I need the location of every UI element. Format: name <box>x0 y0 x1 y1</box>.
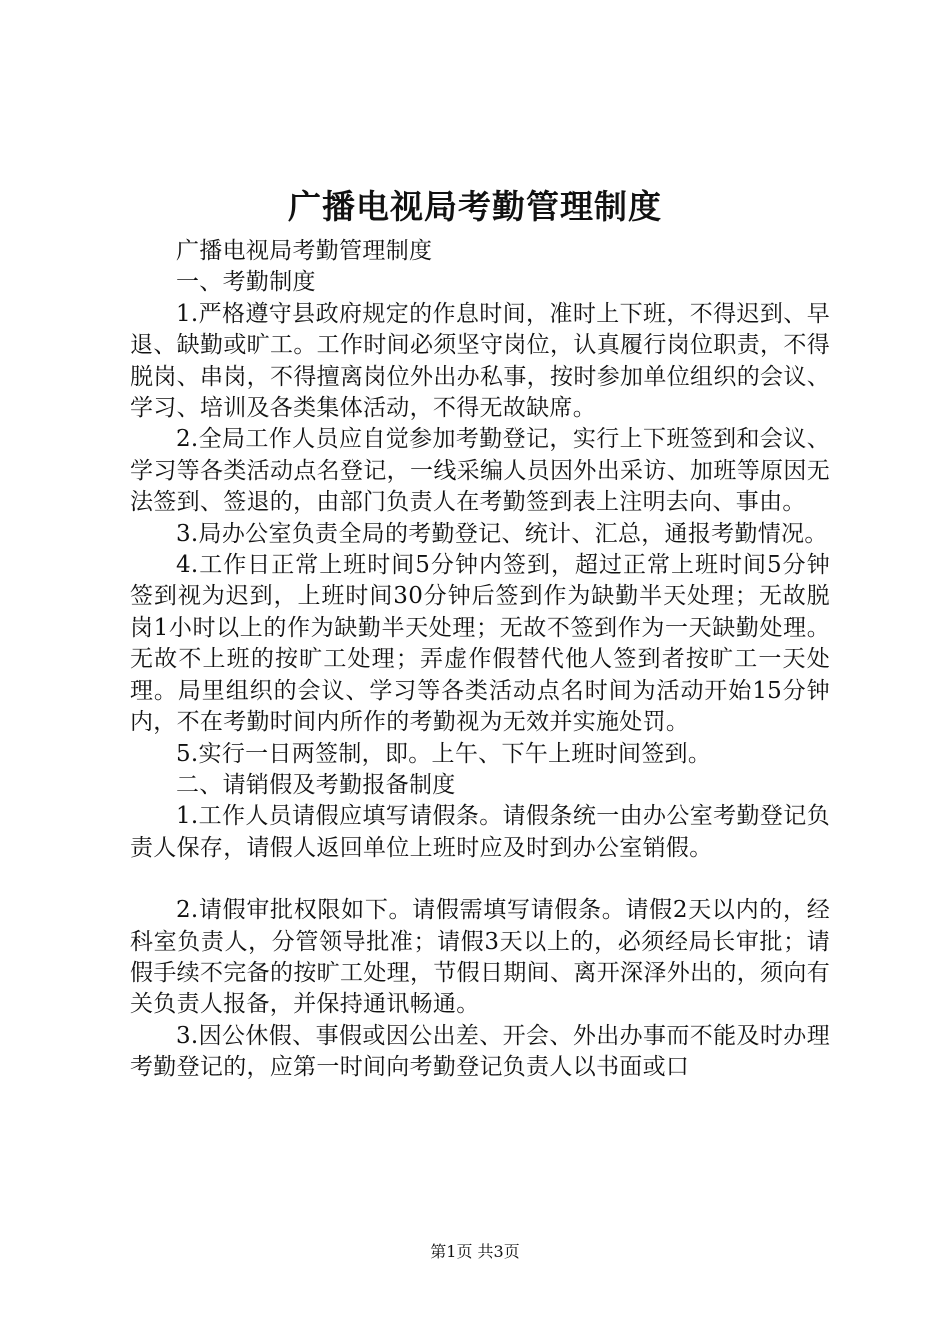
paragraph-attendance-3: 3.局办公室负责全局的考勤登记、统计、汇总，通报考勤情况。 <box>176 520 828 547</box>
paragraph-attendance-1: 1.严格遵守县政府规定的作息时间，准时上下班，不得迟到、早退、缺勤或旷工。工作时间必须坚守岗位，认真履行岗位职责，不得脱岗、串岗，不得擅离岗位外出办私事，按时参加单位组织的会议、学习、培训及各类集体活动，不得无故缺席。 <box>130 300 830 422</box>
section-heading-leave: 二、请销假及考勤报备制度 <box>176 771 456 798</box>
section-heading-attendance: 一、考勤制度 <box>176 269 316 296</box>
document-body <box>130 236 830 1084</box>
paragraph-leave-1: 1.工作人员请假应填写请假条。请假条统一由办公室考勤登记负责人保存，请假人返回单位上班时应及时到办公室销假。 <box>130 803 830 861</box>
document-title: 广播电视局考勤管理制度 <box>288 187 662 226</box>
page-footer: 第1页 共3页 <box>430 1242 520 1261</box>
paragraph-subtitle: 广播电视局考勤管理制度 <box>176 238 433 264</box>
paragraph-leave-3: 3.因公休假、事假或因公出差、开会、外出办事而不能及时办理考勤登记的，应第一时间向考勤登记负责人以书面或口 <box>130 1022 830 1081</box>
paragraph-attendance-4: 4.工作日正常上班时间5分钟内签到，超过正常上班时间5分钟签到视为迟到，上班时间30分钟后签到作为缺勤半天处理；无故脱岗1小时以上的作为缺勤半天处理；无故不签到作为一天缺勤处理。无故不上班的按旷工处理；弄虚作假替代他人签到者按旷工一天处理。局里组织的会议、学习等各类活动点名时间为活动开始15分钟内，不在考勤时间内所作的考勤视为无效并实施处罚。 <box>130 552 830 736</box>
paragraph-attendance-5: 5.实行一日两签制，即。上午、下午上班时间签到。 <box>176 740 712 767</box>
paragraph-attendance-2: 2.全局工作人员应自觉参加考勤登记，实行上下班签到和会议、学习等各类活动点名登记，一线采编人员因外出采访、加班等原因无法签到、签退的，由部门负责人在考勤签到表上注明去向、事由。 <box>130 426 830 516</box>
paragraph-leave-2: 2.请假审批权限如下。请假需填写请假条。请假2天以内的，经科室负责人，分管领导批准；请假3天以上的，必须经局长审批；请假手续不完备的按旷工处理，节假日期间、离开深泽外出的，须向有关负责人报备，并保持通讯畅通。 <box>130 897 830 1018</box>
